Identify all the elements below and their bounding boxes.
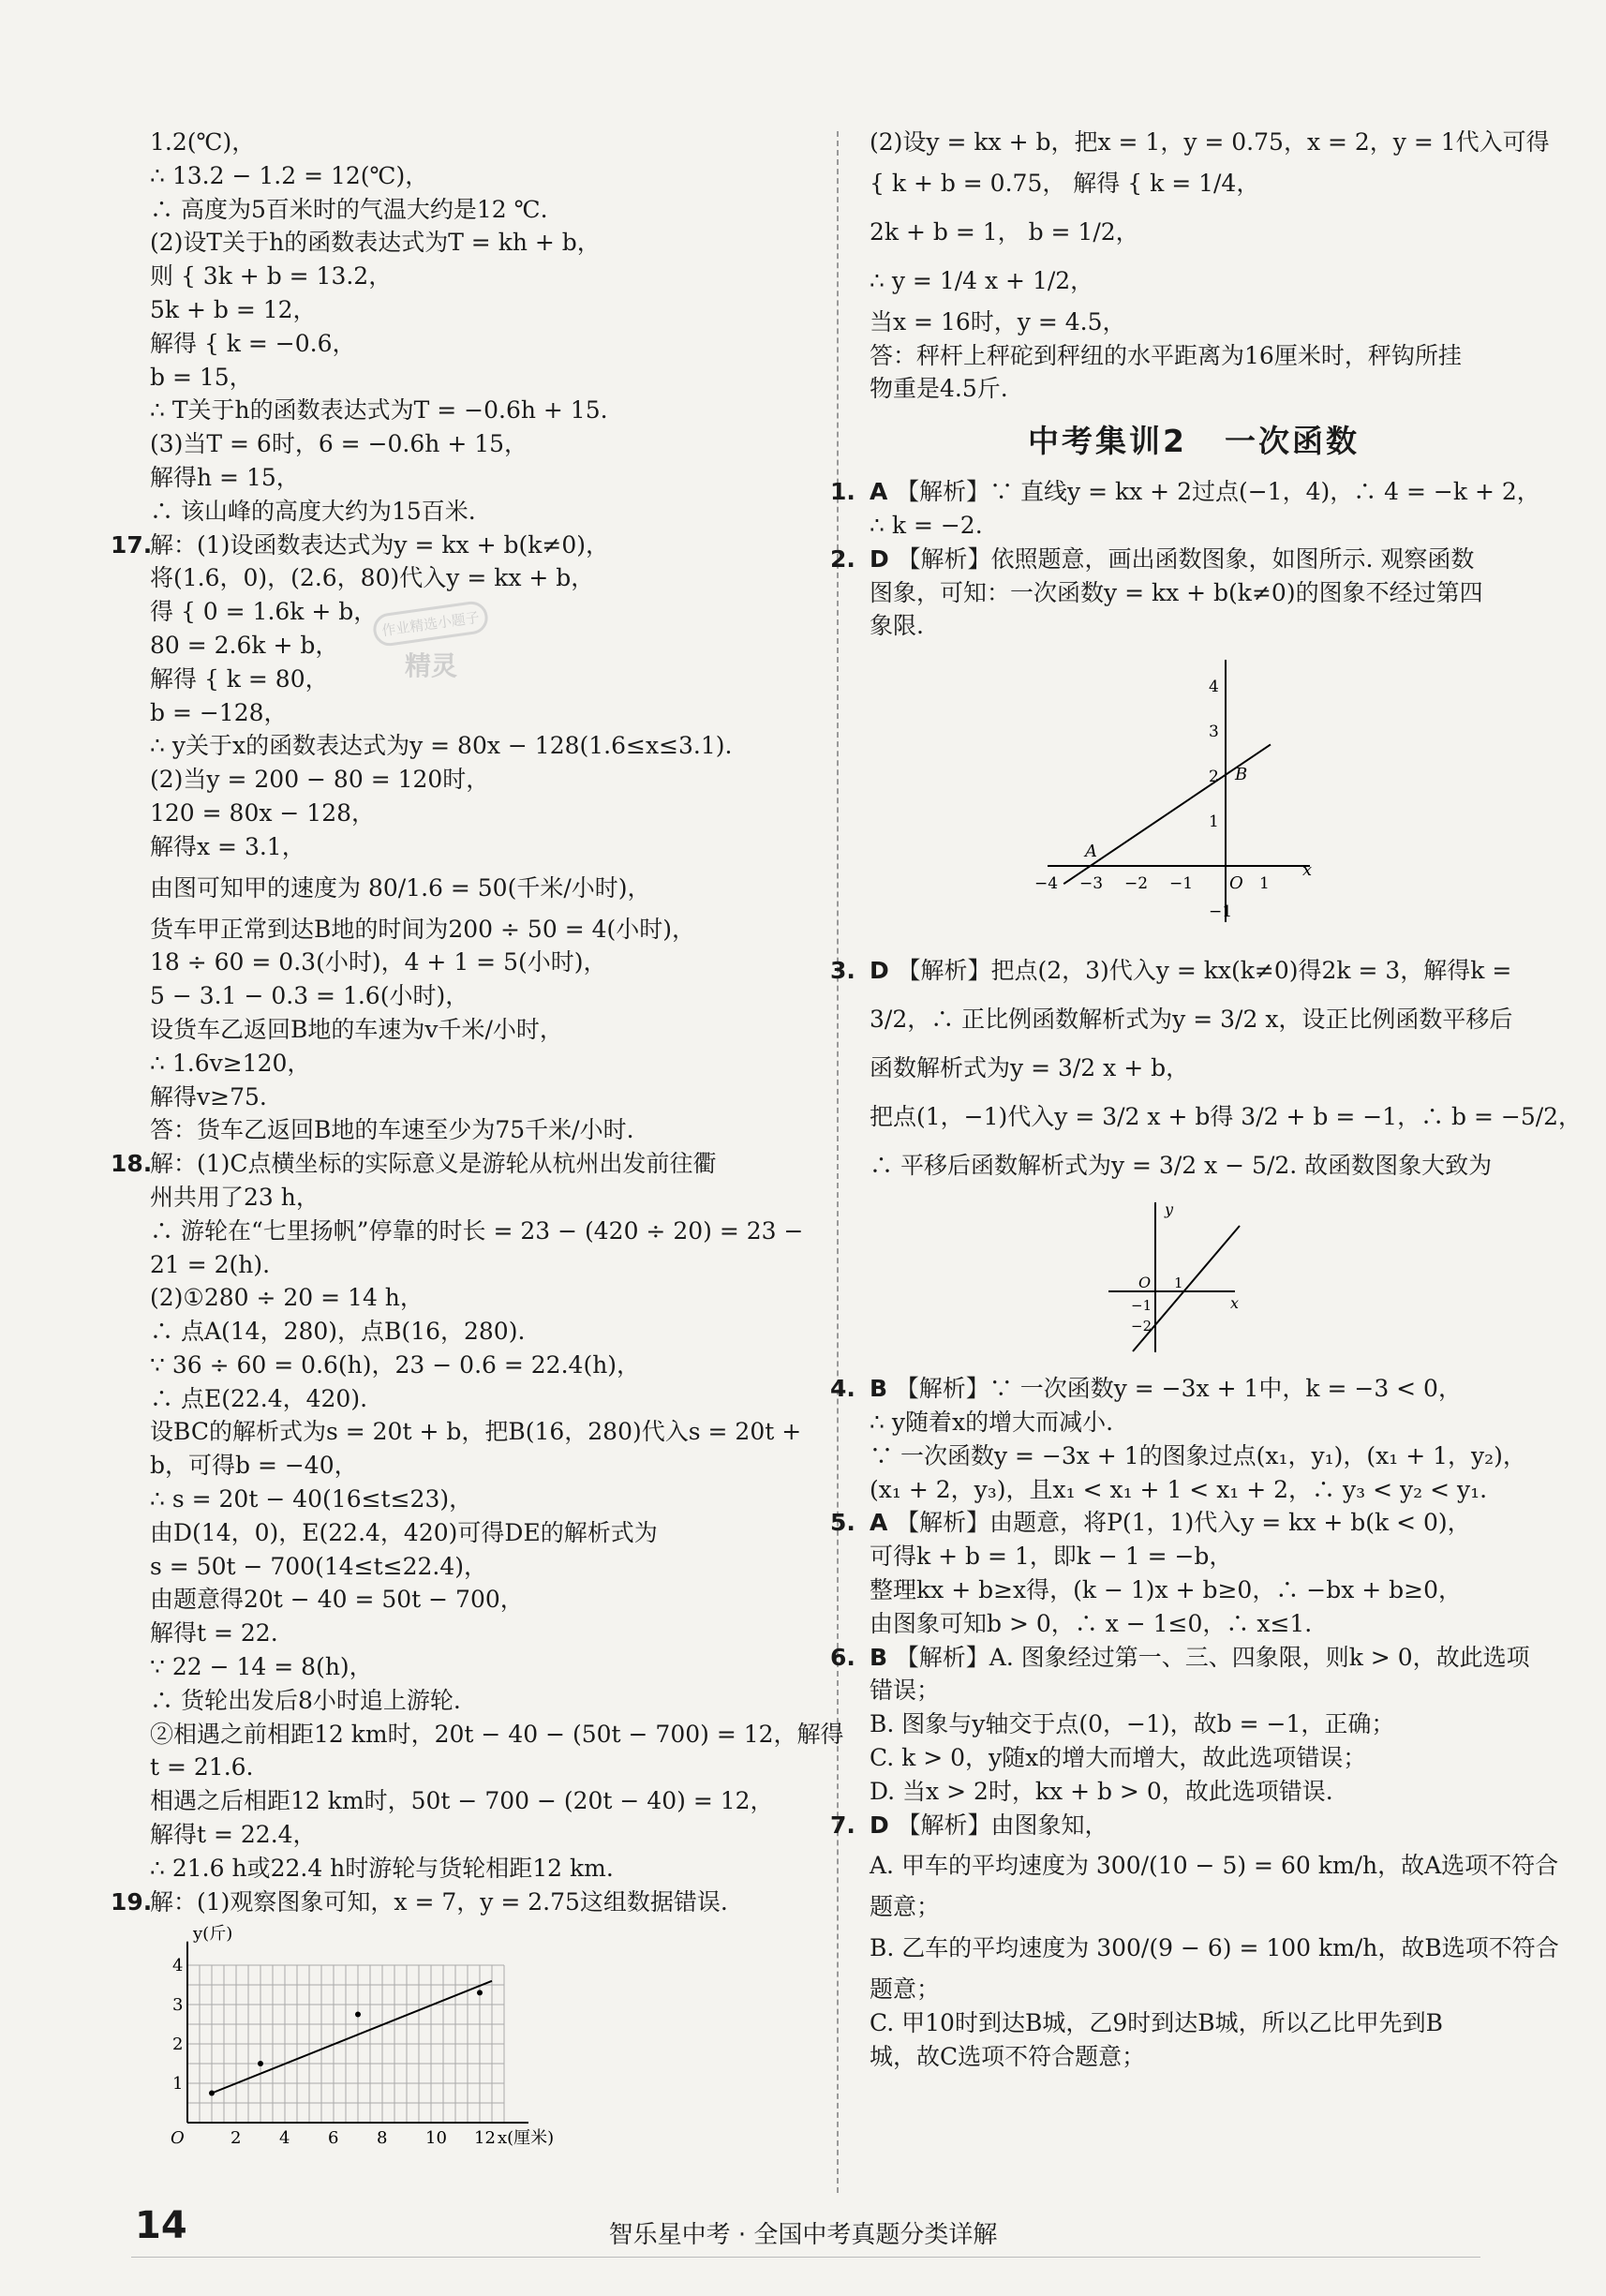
text-line: 解得v≥75. <box>150 1082 267 1111</box>
text-line: D. 当x > 2时，kx + b > 0，故此选项错误. <box>870 1777 1333 1805</box>
x-tick-label: 8 <box>377 2128 388 2149</box>
x-tick-label: 1 <box>1174 1275 1183 1292</box>
text-line: 题意； <box>870 1893 941 1921</box>
problem-number: 2. <box>830 544 855 573</box>
text-line: 城，故C选项不符合题意； <box>870 2042 1146 2070</box>
text-line: C. k > 0，y随x的增大而增大，故此选项错误； <box>870 1743 1367 1771</box>
graph-2-svg <box>1034 650 1319 932</box>
left-text-a <box>111 126 844 1918</box>
text-line: (2)当y = 200 − 80 = 120时， <box>150 766 490 794</box>
text-line: 120 = 80x − 128， <box>150 798 376 827</box>
data-point <box>209 2091 215 2096</box>
text-line: 18 ÷ 60 = 0.3(小时)，4 + 1 = 5(小时)， <box>150 948 607 977</box>
right-text-top <box>870 126 1550 406</box>
text-line: t = 21.6. <box>150 1753 254 1782</box>
text-line: 相遇之后相距12 km时，50t − 700 − (20t − 40) = 12， <box>150 1787 774 1815</box>
text-line: ∴ 该山峰的高度大约为15百米. <box>150 497 476 525</box>
text-line: ∵ 22 − 14 = 8(h)， <box>150 1653 373 1681</box>
x-tick-label: −3 <box>1079 874 1104 894</box>
answer-letter: A <box>870 478 897 506</box>
graph-19 <box>150 1926 806 2156</box>
text-line: 1. A 【解析】∵ 直线y = kx + 2过点(−1，4)，∴ 4 = −k + 2， <box>870 475 1518 509</box>
text-line: ∴ s = 20t − 40(16≤t≤23)， <box>150 1485 473 1513</box>
x-tick-label: −2 <box>1124 874 1149 894</box>
text-line: 得 { 0 = 1.6k + b， <box>150 598 378 626</box>
text-line: 解得x = 3.1， <box>150 832 305 860</box>
y-tick-label: 1 <box>1209 813 1219 832</box>
graph-2 <box>1034 650 1518 937</box>
text-line: 由图象可知b > 0，∴ x − 1≤0，∴ x≤1. <box>870 1609 1313 1637</box>
data-point <box>477 1990 483 1996</box>
y-tick-label: −1 <box>1131 1297 1152 1315</box>
text-line: 3/2，∴ 正比例函数解析式为y = 3/2 x，设正比例函数平移后 <box>870 1006 1513 1034</box>
footer-title: 智乐星中考 · 全国中考真题分类详解 <box>608 2221 998 2249</box>
text-line: 4. B 【解析】∵ 一次函数y = −3x + 1中，k = −3 < 0， <box>870 1372 1518 1406</box>
section-title: 中考集训2 一次函数 <box>1028 423 1360 460</box>
text-line: 18.解：(1)C点横坐标的实际意义是游轮从杭州出发前往衢 <box>150 1147 806 1181</box>
graph-19-svg <box>150 1924 555 2151</box>
text-line: 19.解：(1)观察图象可知，x = 7，y = 2.75这组数据错误. <box>150 1886 806 1919</box>
text-line: 5. A 【解析】由题意，将P(1，1)代入y = kx + b(k < 0)， <box>870 1506 1518 1540</box>
right-text-mid <box>830 475 1540 643</box>
text-line: 由D(14，0)，E(22.4，420)可得DE的解析式为 <box>150 1518 658 1546</box>
text-line: 函数解析式为y = 3/2 x + b， <box>870 1054 1190 1082</box>
text-line: ②相遇之前相距12 km时，20t − 40 − (50t − 700) = 12，解得 <box>150 1720 844 1748</box>
text-line: ∴ 点E(22.4，420). <box>150 1384 368 1412</box>
point-b-label: B <box>1235 765 1248 785</box>
y-tick-label: 3 <box>172 1995 184 2016</box>
text-line: 解得 { k = 80， <box>150 664 329 693</box>
x-tick-label: 2 <box>230 2128 242 2149</box>
text-line: 题意； <box>870 1975 941 2004</box>
text-line: ∴ y = 1/4 x + 1/2， <box>870 266 1094 294</box>
graph-3 <box>1104 1198 1518 1363</box>
text-line: 则 { 3k + b = 13.2， <box>150 262 393 291</box>
text-line: B. 图象与y轴交于点(0，−1)，故b = −1，正确； <box>870 1710 1395 1738</box>
text-line: ∵ 36 ÷ 60 = 0.6(h)，23 − 0.6 = 22.4(h)， <box>150 1350 641 1379</box>
origin-label: O <box>1229 873 1243 894</box>
x-tick-label: 12 <box>474 2128 496 2149</box>
problem-number: 7. <box>830 1811 855 1839</box>
text-line: (x₁ + 2，y₃)，且x₁ < x₁ + 1 < x₁ + 2，∴ y₃ < y₂ < y₁. <box>870 1475 1488 1503</box>
left-column <box>111 126 844 2166</box>
y-tick-label: 2 <box>172 2035 184 2055</box>
problem-number: 18. <box>111 1150 153 1178</box>
text-line: ∴ 21.6 h或22.4 h时游轮与货轮相距12 km. <box>150 1854 614 1882</box>
text-line: 21 = 2(h). <box>150 1250 271 1278</box>
x-axis-label: x <box>1302 860 1313 881</box>
problem-number: 17. <box>111 530 153 559</box>
text-line: 解得t = 22.4， <box>150 1821 317 1849</box>
text-line: 80 = 2.6k + b， <box>150 631 339 659</box>
x-tick-label: 4 <box>279 2128 290 2149</box>
problem-number: 19. <box>111 1887 153 1916</box>
text-line: ∴ 平移后函数解析式为y = 3/2 x − 5/2. 故函数图象大致为 <box>870 1152 1493 1180</box>
text-line: 解得h = 15， <box>150 463 300 491</box>
origin-label: O <box>171 2128 185 2149</box>
text-line: ∴ T关于h的函数表达式为T = −0.6h + 15. <box>150 396 608 425</box>
y-tick-label: 2 <box>1209 768 1219 787</box>
answer-letter: A <box>870 1509 897 1537</box>
text-line: ∴ 点A(14，280)，点B(16，280). <box>150 1318 526 1346</box>
page-number: 14 <box>135 2204 187 2247</box>
text-line: 整理kx + b≥x得，(k − 1)x + b≥0，∴ −bx + b≥0， <box>870 1575 1463 1603</box>
x-tick-label: 1 <box>1259 874 1270 894</box>
text-line: 答：秤杆上秤砣到秤纽的水平距离为16厘米时，秤钩所挂 <box>870 341 1462 369</box>
text-line: 2. D 【解析】依照题意，画出函数图象，如图所示. 观察函数 <box>870 543 1518 576</box>
problem-number: 6. <box>830 1643 855 1671</box>
text-line: ∵ 一次函数y = −3x + 1的图象过点(x₁，y₁)，(x₁ + 1，y₂)， <box>870 1441 1526 1469</box>
text-line: (2)设y = kx + b，把x = 1，y = 0.75，x = 2，y = 1代入可得 <box>870 128 1550 156</box>
text-line: 州共用了23 h， <box>150 1183 320 1211</box>
data-line <box>212 1981 492 2094</box>
y-tick-label: 4 <box>1209 678 1219 697</box>
text-line: 错误； <box>870 1677 941 1705</box>
text-line: 5k + b = 12， <box>150 295 317 323</box>
y-tick-label: 4 <box>172 1956 184 1976</box>
text-line: ∴ k = −2. <box>870 511 983 539</box>
text-line: ∴ 高度为5百米时的气温大约是12 ℃. <box>150 195 548 223</box>
text-line: b = 15， <box>150 363 253 391</box>
text-line: ∴ y关于x的函数表达式为y = 80x − 128(1.6≤x≤3.1). <box>150 732 733 760</box>
text-line: 7. D 【解析】由图象知， <box>870 1809 1518 1842</box>
data-point <box>258 2061 263 2066</box>
text-line: (2)设T关于h的函数表达式为T = kh + b， <box>150 229 601 257</box>
text-line: 当x = 16时，y = 4.5， <box>870 307 1126 335</box>
x-tick-label: 6 <box>328 2128 339 2149</box>
x-axis-label: x(厘米) <box>498 2128 555 2149</box>
text-line: { k + b = 0.75， 解得 { k = 1/4， <box>870 169 1260 197</box>
text-line: (3)当T = 6时，6 = −0.6h + 15， <box>150 430 528 458</box>
text-line: C. 甲10时到达B城，乙9时到达B城，所以乙比甲先到B <box>870 2008 1443 2036</box>
text-line: 把点(1，−1)代入y = 3/2 x + b得 3/2 + b = −1，∴ b = −5/2， <box>870 1103 1583 1131</box>
answer-letter: B <box>870 1375 896 1403</box>
problem-number: 5. <box>830 1509 855 1537</box>
text-line: 1.2(℃)， <box>150 128 256 156</box>
text-line: 将(1.6，0)，(2.6，80)代入y = kx + b， <box>150 564 595 592</box>
answer-letter: D <box>870 1811 898 1839</box>
text-line: ∴ 1.6v≥120， <box>150 1049 311 1077</box>
text-line: ∴ y随着x的增大而减小. <box>870 1408 1114 1436</box>
y-tick-label: −1 <box>1209 902 1233 922</box>
text-line: 由图可知甲的速度为 80/1.6 = 50(千米/小时)， <box>150 873 651 902</box>
graph-3-svg <box>1104 1198 1244 1357</box>
y-axis-label: y(斤) <box>193 1924 233 1945</box>
text-line: A. 甲车的平均速度为 300/(10 − 5) = 60 km/h，故A选项不符合 <box>870 1852 1559 1880</box>
text-line: ∴ 13.2 − 1.2 = 12(℃)， <box>150 161 429 189</box>
answer-letter: B <box>870 1643 896 1671</box>
right-text-mid2 <box>830 947 1583 1190</box>
text-line: ∴ 货轮出发后8小时追上游轮. <box>150 1686 461 1714</box>
text-line: B. 乙车的平均速度为 300/(9 − 6) = 100 km/h，故B选项不符合 <box>870 1934 1559 1962</box>
text-line: 象限. <box>870 612 924 640</box>
y-tick-label: 1 <box>172 2074 184 2095</box>
text-line: b = −128， <box>150 698 288 726</box>
text-line: b，可得b = −40， <box>150 1452 358 1480</box>
text-line: 解得 { k = −0.6， <box>150 329 356 357</box>
text-line: (2)①280 ÷ 20 = 14 h， <box>150 1284 424 1312</box>
text-line: 3. D 【解析】把点(2，3)代入y = kx(k≠0)得2k = 3，解得k = <box>870 947 1518 995</box>
text-line: 5 − 3.1 − 0.3 = 1.6(小时)， <box>150 982 469 1010</box>
origin-label: O <box>1138 1274 1152 1292</box>
text-line: 设货车乙返回B地的车速为v千米/小时， <box>150 1015 563 1043</box>
answer-letter: D <box>870 957 898 985</box>
point-a-label: A <box>1085 842 1097 862</box>
y-tick-label: 3 <box>1209 723 1219 742</box>
x-tick-label: 10 <box>425 2128 447 2149</box>
y-tick-label: −2 <box>1131 1318 1152 1335</box>
text-line: 货车甲正常到达B地的时间为200 ÷ 50 = 4(小时)， <box>150 915 695 943</box>
problem-number: 4. <box>830 1375 855 1403</box>
text-line: 可得k + b = 1，即k − 1 = −b， <box>870 1543 1233 1571</box>
answer-letter: D <box>870 544 898 573</box>
data-point <box>355 2012 361 2018</box>
y-axis-label: y <box>1165 1200 1174 1219</box>
right-column <box>830 126 1583 2074</box>
right-text-bottom <box>830 1372 1559 2073</box>
text-line: 答：货车乙返回B地的车速至少为75千米/小时. <box>150 1116 634 1144</box>
footer-rule <box>131 2257 1480 2258</box>
column-divider <box>837 131 839 2193</box>
text-line: 由题意得20t − 40 = 50t − 700， <box>150 1586 524 1614</box>
text-line: 图象，可知：一次函数y = kx + b(k≠0)的图象不经过第四 <box>870 578 1483 606</box>
problem-number: 3. <box>830 957 855 985</box>
text-line: 设BC的解析式为s = 20t + b，把B(16，280)代入s = 20t + <box>150 1418 802 1446</box>
x-tick-label: −4 <box>1034 874 1059 894</box>
text-line: 解得t = 22. <box>150 1619 278 1647</box>
x-tick-label: −1 <box>1169 874 1194 894</box>
problem-number: 1. <box>830 478 855 506</box>
text-line: 17.解：(1)设函数表达式为y = kx + b(k≠0)， <box>150 529 806 562</box>
text-line: 6. B 【解析】A. 图象经过第一、三、四象限，则k > 0，故此选项 <box>870 1641 1518 1675</box>
text-line: 2k + b = 1， b = 1/2， <box>870 217 1139 246</box>
watermark-stamp: 作业精选小题子 精灵 <box>361 607 501 710</box>
text-line: s = 50t − 700(14≤t≤22.4)， <box>150 1552 488 1580</box>
x-axis-label: x <box>1230 1294 1240 1313</box>
text-line: 物重是4.5斤. <box>870 375 1008 403</box>
text-line: ∴ 游轮在“七里扬帆”停靠的时长 = 23 − (420 ÷ 20) = 23 − <box>150 1216 804 1245</box>
